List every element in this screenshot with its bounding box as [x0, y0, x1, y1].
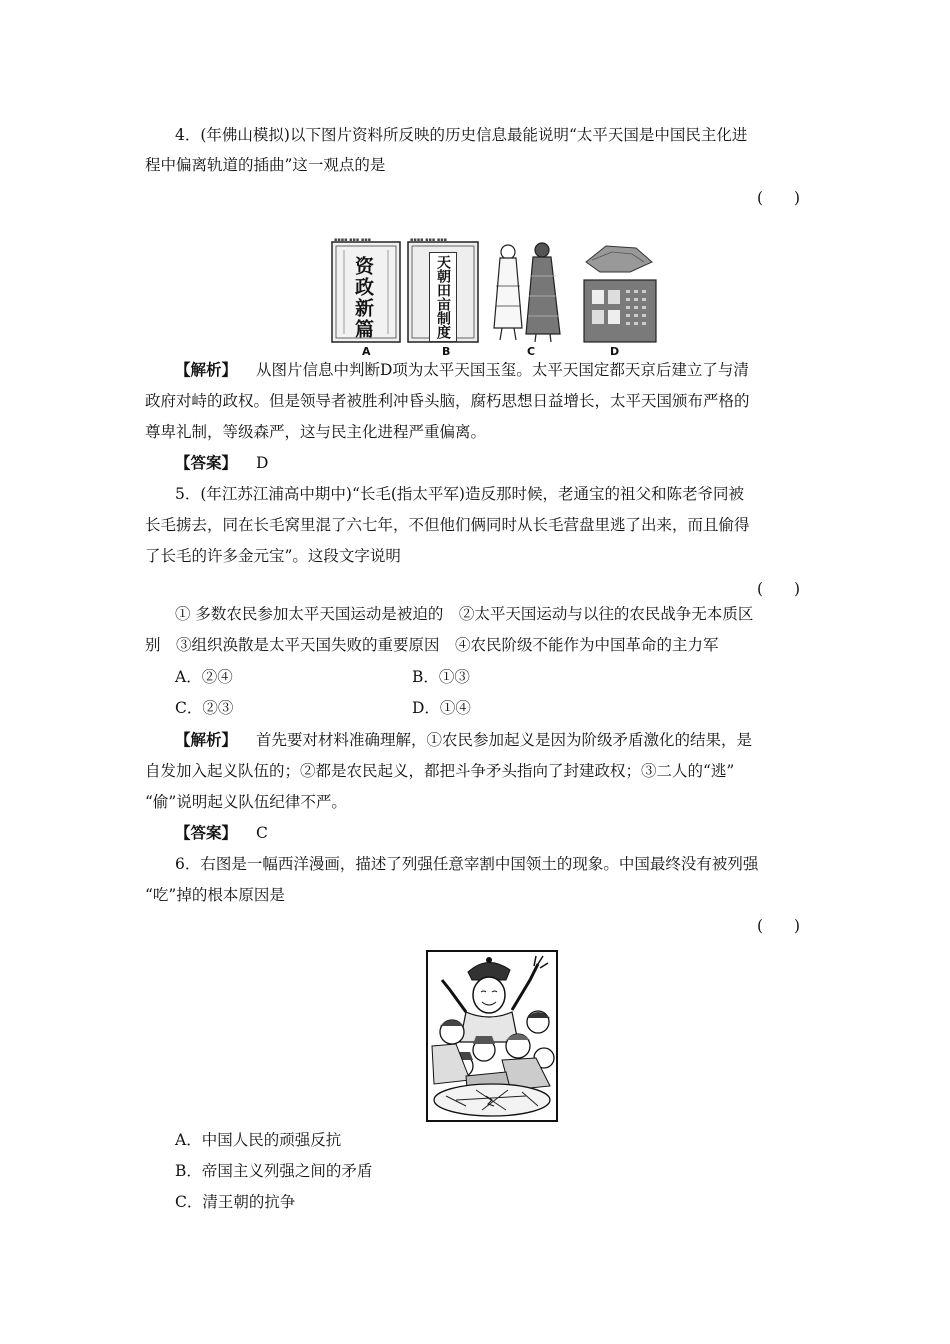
analysis-text: 首先要对材料准确理解，①农民参加起义是因为阶级矛盾激化的结果，是: [255, 731, 752, 749]
q5-option-b: B．①③: [412, 668, 470, 686]
q4-line-1: 4．(年佛山模拟)以下图片资料所反映的历史信息最能说明“太平天国是中国民主化进: [175, 126, 748, 144]
book-b-title: 天朝田亩制度: [429, 252, 457, 342]
answer-label: 【答案】: [175, 453, 238, 472]
q5-option-a: A．②④: [175, 668, 233, 686]
jade-seal-image: [584, 246, 656, 342]
q4-analysis-line-2: 政府对峙的政权。但是领导者被胜利冲昏头脑，腐朽思想日益增长，太平天国颁布严格的: [145, 392, 750, 410]
q4-answer-paren: ( ): [757, 189, 801, 207]
q5-option-c: C．②③: [175, 699, 234, 717]
q5-analysis-line-3: “偷”说明起义队伍纪律不严。: [145, 793, 347, 811]
q5-option-d: D．①④: [412, 699, 471, 717]
answer-label: 【答案】: [175, 823, 238, 842]
q6-option-b: B．帝国主义列强之间的矛盾: [175, 1162, 373, 1180]
fig-label-a: A: [362, 345, 371, 358]
q6-line-1: 6．右图是一幅西洋漫画，描述了列强任意宰割中国领土的现象。中国最终没有被列强: [175, 855, 759, 873]
western-cartoon-image: [426, 950, 558, 1122]
fig-label-d: D: [610, 345, 620, 358]
q5-line-1: 5．(年江苏江浦高中期中)“长毛(指太平军)造反那时候，老通宝的祖父和陈老爷同被: [175, 485, 744, 503]
q4-answer-line: [175, 452, 268, 474]
q5-answer-line: [175, 822, 268, 844]
q4-line-2: 程中偏离轨道的插曲”这一观点的是: [145, 156, 386, 174]
analysis-text: 从图片信息中判断D项为太平天国玉玺。太平天国定都天京后建立了与清: [255, 361, 749, 379]
svg-text:▪▪▪▪ ▪▪▪ ▪▪▪: ▪▪▪▪ ▪▪▪ ▪▪▪: [410, 237, 448, 243]
two-figures-image: [494, 243, 560, 342]
fig-label-c: C: [527, 345, 536, 358]
q4-analysis-line-3: 尊卑礼制，等级森严，这与民主化进程严重偏离。: [145, 423, 487, 441]
q5-statements-line-1: ① 多数农民参加太平天国运动是被迫的 ②太平天国运动与以往的农民战争无本质区: [175, 605, 754, 623]
q5-line-3: 了长毛的许多金元宝”。这段文字说明: [145, 547, 401, 565]
q6-option-c: C．清王朝的抗争: [175, 1193, 296, 1211]
fig-label-b: B: [442, 345, 451, 358]
q6-answer-paren: ( ): [757, 917, 801, 935]
answer-value: D: [255, 454, 269, 472]
q6-option-a: A．中国人民的顽强反抗: [175, 1131, 342, 1149]
q5-statements-line-2: 别 ③组织涣散是太平天国失败的重要原因 ④农民阶级不能作为中国革命的主力军: [145, 636, 719, 654]
q5-analysis-line-1: [175, 729, 752, 751]
q5-line-2: 长毛掳去，同在长毛窝里混了六七年，不但他们俩同时从长毛营盘里逃了出来，而且偷得: [145, 516, 750, 534]
q5-answer-paren: ( ): [757, 580, 801, 598]
answer-value: C: [255, 824, 268, 842]
q6-line-2: “吃”掉的根本原因是: [145, 886, 285, 904]
svg-text:▪▪▪▪ ▪▪▪ ▪▪▪: ▪▪▪▪ ▪▪▪ ▪▪▪: [334, 237, 372, 243]
q5-analysis-line-2: 自发加入起义队伍的；②都是农民起义，都把斗争矛头指向了封建政权；③二人的“逃”: [145, 762, 735, 780]
q6-cartoon: [426, 950, 558, 1122]
book-a-title: 资政新篇: [352, 256, 374, 340]
q4-analysis-line-1: [175, 359, 749, 381]
analysis-label: 【解析】: [175, 360, 238, 379]
q4-figure: [330, 236, 660, 358]
analysis-label: 【解析】: [175, 730, 238, 749]
q4-figure-images: [330, 236, 660, 346]
